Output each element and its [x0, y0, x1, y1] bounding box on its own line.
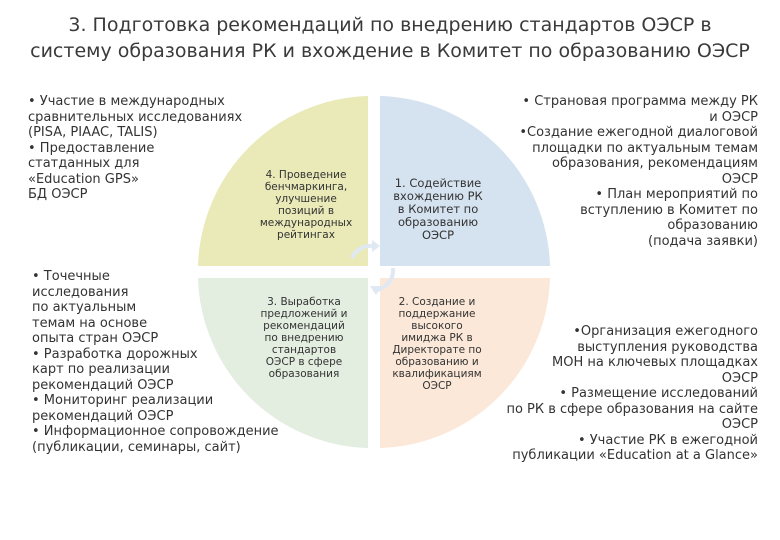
text-line: по актуальным [32, 300, 137, 315]
text-line: •Создание ежегодной диалоговой [519, 125, 758, 140]
text-line: Директорате по [392, 344, 482, 356]
text-line: ОЭСР [422, 380, 452, 392]
title-line-2: систему образования РК и вхождение в Комитет по образованию ОЭСР [30, 40, 750, 62]
text-line: образования, рекомендациям [552, 156, 758, 171]
text-block-bottom-right [506, 324, 758, 464]
text-line: (подача заявки) [648, 233, 758, 249]
text-line: квалификациям [392, 368, 482, 380]
text-line: поддержание [398, 308, 476, 320]
text-line: образованию и [395, 356, 479, 368]
text-line: рекомендаций ОЭСР [32, 408, 174, 424]
text-line: сравнительных исследованиях [28, 109, 243, 125]
text-line: ОЭСР [721, 417, 758, 432]
text-line: ОЭСР [721, 370, 758, 386]
text-line: • Предоставление [28, 140, 155, 156]
text-line: (публикации, семинары, сайт) [32, 439, 241, 455]
text-line: 4. Проведение [265, 169, 347, 181]
text-line: • План мероприятий по [595, 187, 758, 202]
text-line: МОН на ключевых площадках [552, 355, 758, 370]
text-line: ОЭСР в сфере [265, 356, 343, 368]
text-line: образованию [397, 215, 479, 229]
text-line: 2. Создание и [398, 296, 476, 308]
text-line: образования [268, 368, 340, 380]
text-line: улучшение [275, 193, 337, 205]
text-line: вхождению РК [393, 189, 483, 203]
text-line: темам на основе [32, 315, 148, 331]
text-line: имиджа РК в [401, 332, 473, 344]
text-line: предложений и [260, 308, 348, 320]
text-line: рекомендаций ОЭСР [32, 377, 174, 393]
text-line: 3. Выработка [267, 296, 341, 308]
text-line: рекомендаций [263, 320, 345, 332]
text-line: по РК в сфере образования на сайте [506, 401, 758, 417]
text-line: • Мониторинг реализации [32, 393, 214, 408]
title-line-1: 3. Подготовка рекомендаций по внедрению стандартов ОЭСР в [68, 14, 712, 36]
text-line: стандартов [271, 344, 337, 356]
text-line: • Разработка дорожных [32, 346, 198, 362]
text-line: вступлению в Комитет по [580, 202, 758, 218]
text-line: ОЭСР [421, 228, 455, 242]
text-line: • Точечные [32, 269, 110, 284]
text-block-top-right [519, 94, 758, 249]
text-line: и ОЭСР [709, 109, 758, 125]
text-line: • Размещение исследований [559, 386, 758, 401]
text-line: статданных для [28, 156, 140, 171]
text-line: образованию [667, 218, 758, 233]
text-line: площадки по актуальным темам [532, 140, 758, 156]
text-line: «Education GPS» [28, 171, 139, 187]
text-line: рейтингах [277, 229, 335, 241]
quadrant-label-image [377, 296, 497, 392]
text-line: БД ОЭСР [28, 187, 88, 202]
text-line: международных [259, 217, 353, 229]
text-line: высокого [411, 320, 463, 332]
text-line: выступления руководства [577, 339, 758, 355]
text-line: • Информационное сопровождение [32, 424, 279, 439]
text-line: по внедрению [264, 332, 344, 344]
text-line: карт по реализации [32, 362, 170, 377]
text-line: опыта стран ОЭСР [32, 331, 159, 346]
quadrant-label-benchmarking [258, 169, 354, 241]
text-line: бенчмаркинга, [264, 181, 348, 193]
text-line: позиций в [277, 205, 335, 217]
text-line: в Комитет по [397, 202, 479, 216]
text-line: •Организация ежегодного [573, 324, 758, 339]
text-block-top-left [28, 94, 242, 203]
quadrant-label-committee [380, 177, 496, 242]
text-line: • Участие в международных [28, 94, 225, 109]
text-line: • Участие РК в ежегодной [577, 432, 758, 448]
text-line: публикации «Education at a Glance» [512, 448, 758, 463]
text-line: 1. Содействие [394, 176, 482, 190]
text-line: исследования [32, 284, 129, 300]
text-block-bottom-left [32, 269, 279, 455]
text-line: ОЭСР [721, 171, 758, 187]
text-line: (PISA, PIAAC, TALIS) [28, 125, 158, 140]
text-line: • Страновая программа между РК [522, 94, 758, 109]
